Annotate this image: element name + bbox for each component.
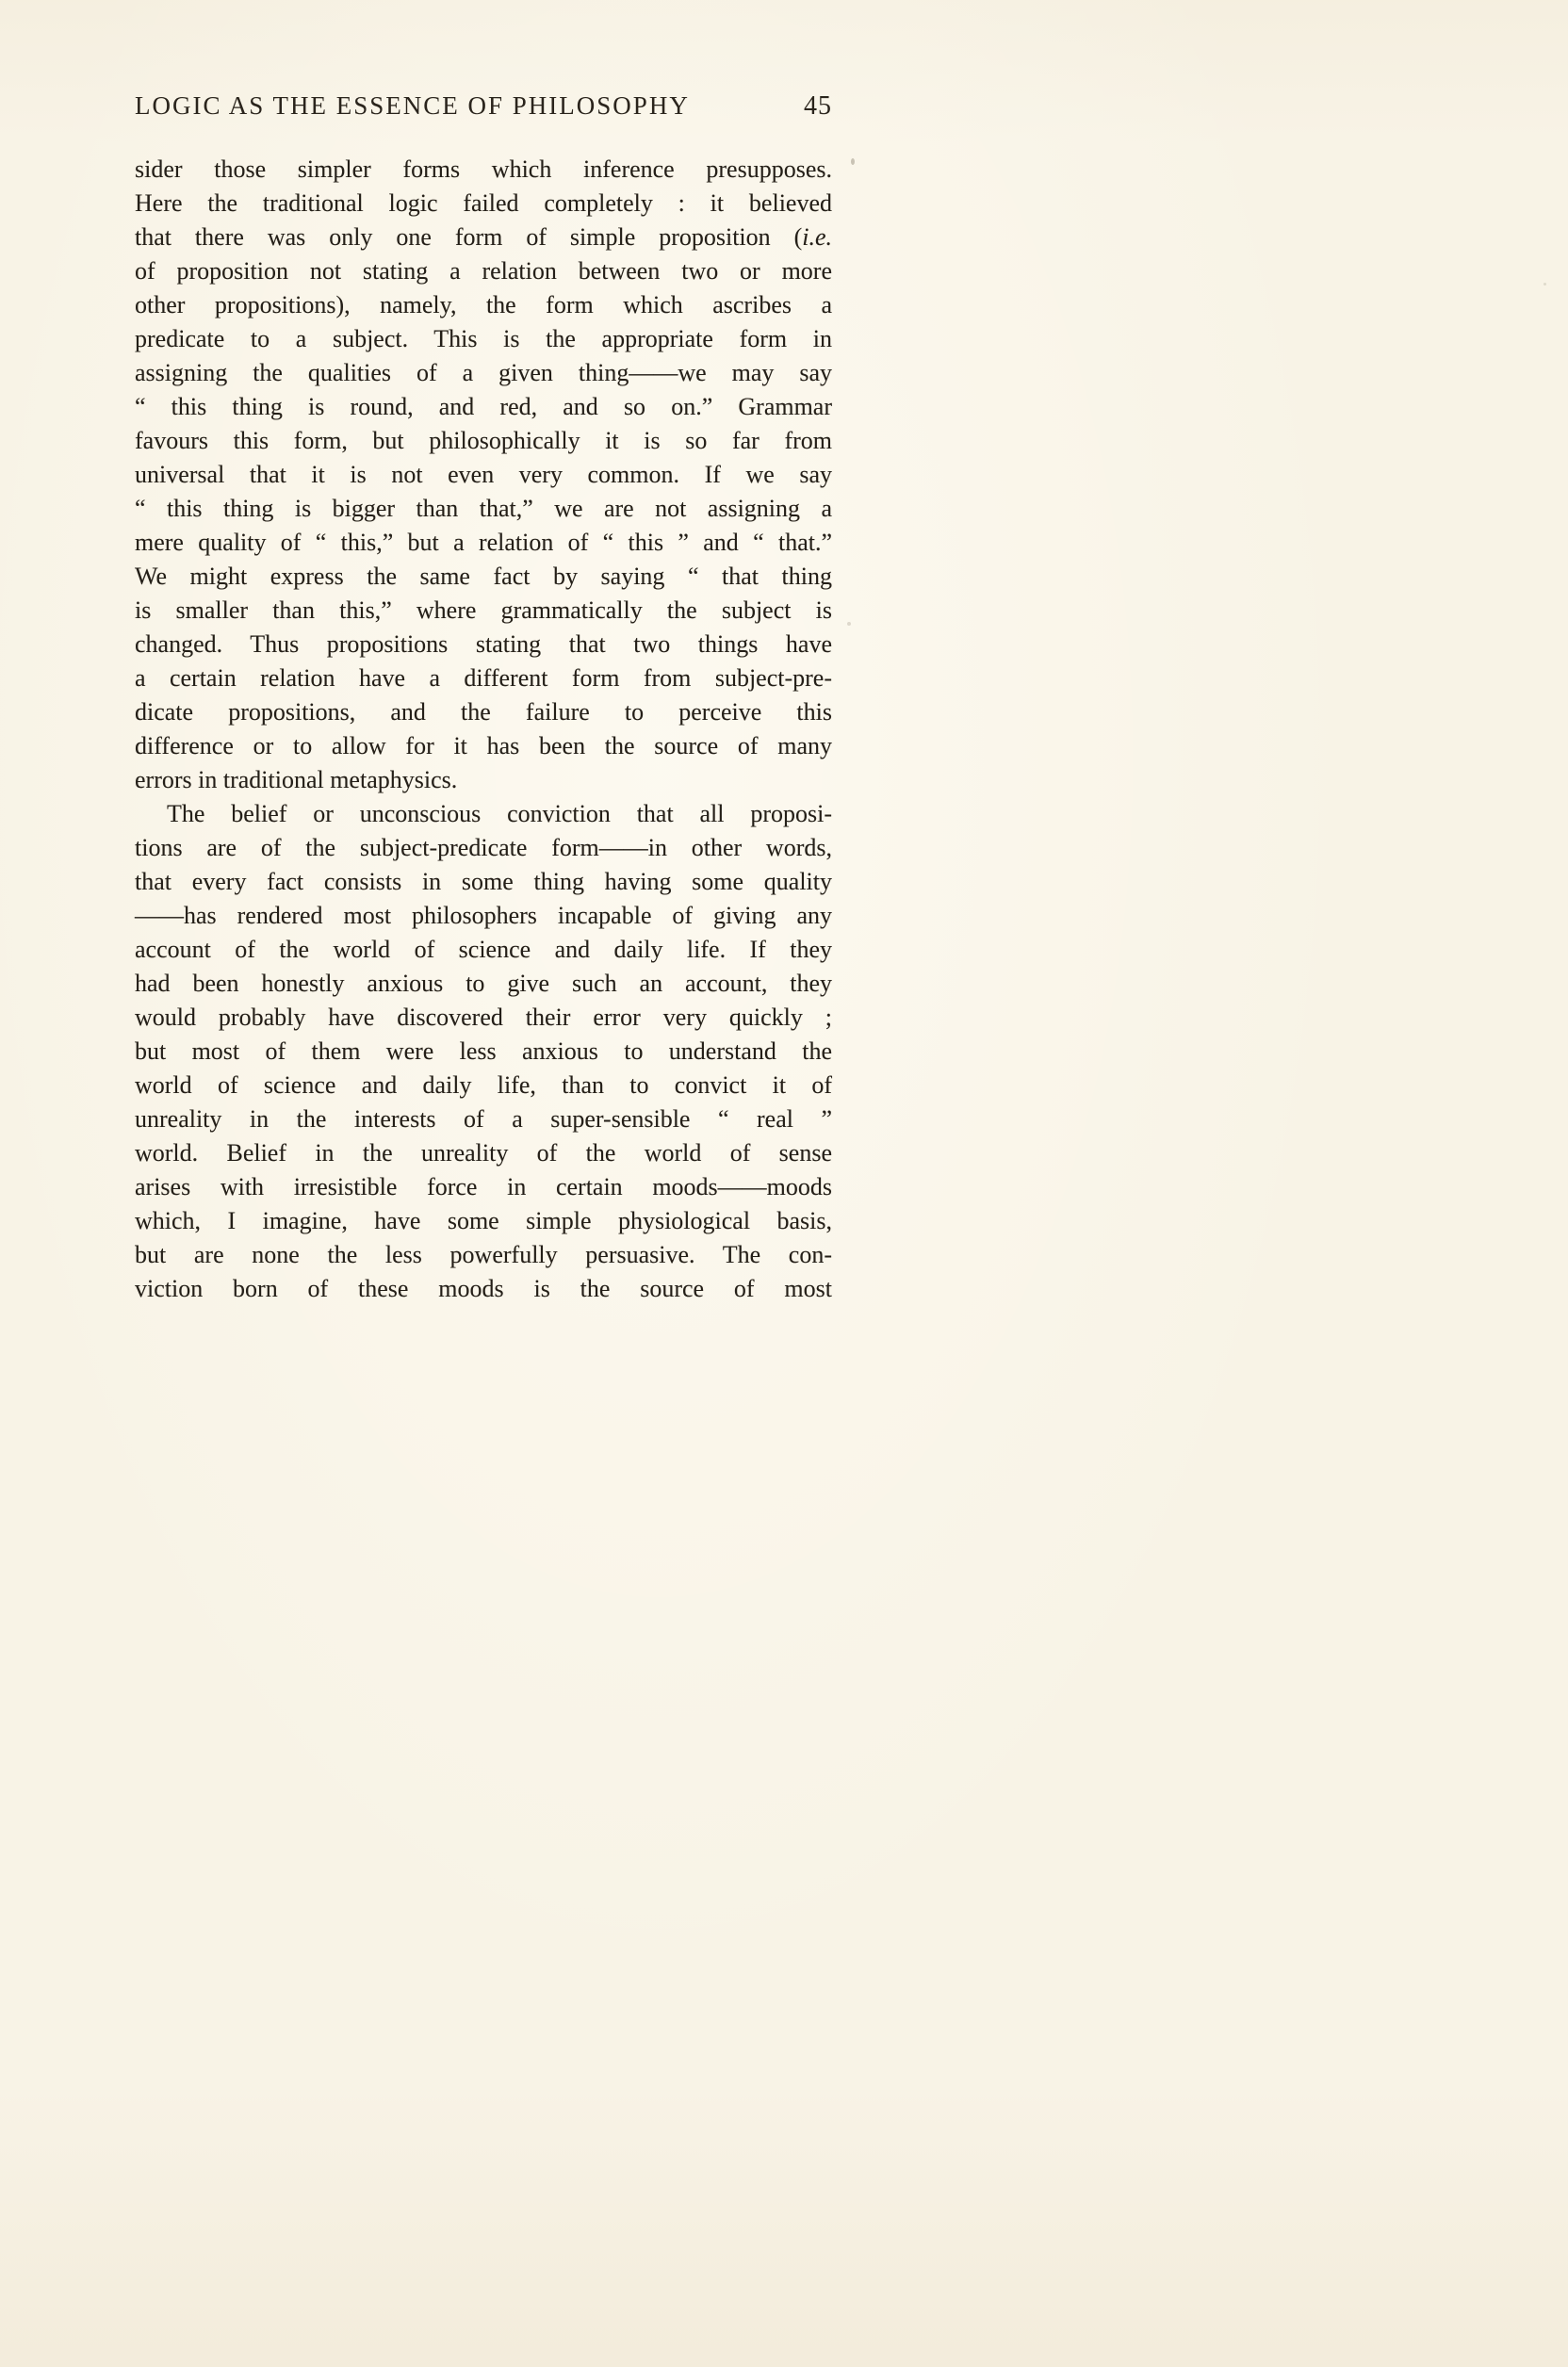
text-line: viction born of these moods is the source of most <box>135 1275 832 1302</box>
text-line: had been honestly anxious to give such an account, they <box>135 970 832 997</box>
text-line: ——has rendered most philosophers incapable of giving any <box>135 902 832 929</box>
page-number: 45 <box>804 91 832 121</box>
text-line: assigning the qualities of a given thing——we may say <box>135 359 832 386</box>
text-line: account of the world of science and daily life. If they <box>135 936 832 963</box>
paragraph <box>135 153 832 797</box>
text-line: a certain relation have a different form from subject-pre- <box>135 664 832 692</box>
text-line: universal that it is not even very common. If we say <box>135 461 832 488</box>
text-line: changed. Thus propositions stating that two things have <box>135 630 832 658</box>
scan-speck <box>1544 283 1546 286</box>
text-line: arises with irresistible force in certain moods——moods <box>135 1173 832 1200</box>
text-line: that every fact consists in some thing having some quality <box>135 868 832 895</box>
paragraph <box>135 797 832 1306</box>
text-line: The belief or unconscious conviction that all proposi- <box>167 800 832 827</box>
text-line: We might express the same fact by saying “ that thing <box>135 563 832 590</box>
text-line: would probably have discovered their error very quickly ; <box>135 1004 832 1031</box>
text-line: world. Belief in the unreality of the world of sense <box>135 1139 832 1167</box>
text-line: tions are of the subject-predicate form——in other words, <box>135 834 832 861</box>
text-line: world of science and daily life, than to convict it of <box>135 1071 832 1099</box>
running-header <box>135 91 832 122</box>
text-line: which, I imagine, have some simple physiological basis, <box>135 1207 832 1234</box>
text-line: other propositions), namely, the form which ascribes a <box>135 291 832 318</box>
text-line: favours this form, but philosophically it is so far from <box>135 427 832 454</box>
text-line: difference or to allow for it has been the source of many <box>135 732 832 759</box>
text-line: “ this thing is round, and red, and so on.” Grammar <box>135 393 832 420</box>
text-line: that there was only one form of simple proposition (i.e. <box>135 223 832 251</box>
scan-speck <box>851 158 855 165</box>
text-line: predicate to a subject. This is the appropriate form in <box>135 325 832 352</box>
text-line: unreality in the interests of a super-sensible “ real ” <box>135 1105 832 1133</box>
text-line: of proposition not stating a relation between two or more <box>135 257 832 285</box>
page-body <box>135 153 832 1306</box>
text-line: Here the traditional logic failed completely : it believed <box>135 189 832 217</box>
text-line: but most of them were less anxious to understand the <box>135 1037 832 1065</box>
text-line: sider those simpler forms which inference presupposes. <box>135 155 832 183</box>
text-line: “ this thing is bigger than that,” we are not assigning a <box>135 495 832 522</box>
text-line: is smaller than this,” where grammatically the subject is <box>135 596 832 624</box>
scan-speck <box>847 622 851 626</box>
running-header-title: LOGIC AS THE ESSENCE OF PHILOSOPHY <box>135 91 690 120</box>
text-line: errors in traditional metaphysics. <box>135 766 458 793</box>
text-line: dicate propositions, and the failure to perceive this <box>135 698 832 726</box>
text-line: but are none the less powerfully persuasive. The con- <box>135 1241 832 1268</box>
text-line: mere quality of “ this,” but a relation of “ this ” and “ that.” <box>135 529 832 556</box>
